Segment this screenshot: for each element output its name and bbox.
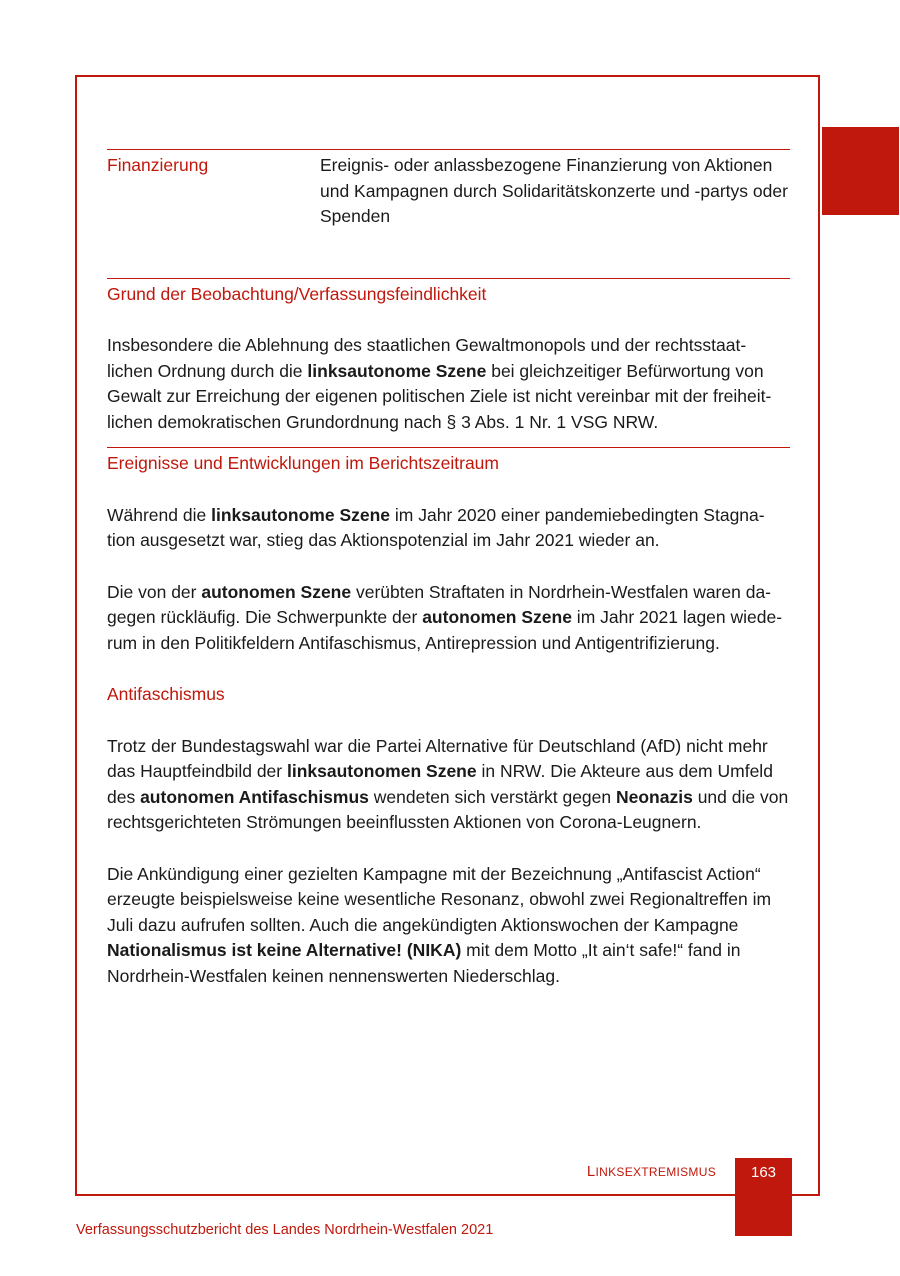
subsection-heading: Antifaschismus: [107, 684, 225, 704]
paragraph: Die Ankündigung einer gezielten Kampagne mit der Bezeichnung „Antifascist Action“ erzeugte beispielsweise keine wesentliche Resonanz, obwohl zwei Regionaltreffen im Juli dazu aufrufen sollten. Auch die angekündigten Aktionswochen der Kampagne Nationalismus ist keine Alternative! (NIKA) mit dem Motto „It ain‘t safe!“ fand in Nordrhein-Westfalen keinen nennenswerten Niederschlag.: [107, 863, 772, 986]
chapter-tab-marker: [822, 127, 899, 215]
page-content: [107, 149, 790, 989]
paragraph: Während die linksautonome Szene im Jahr 2020 einer pandemiebedingten Stagna-tion ausgesetzt war, stieg das Aktionspotenzial im Jahr 2021 wieder an.: [107, 504, 765, 550]
paragraph: Insbesondere die Ablehnung des staatlichen Gewaltmonopols und der rechtsstaat-lichen Ordnung durch die linksautonome Szene bei gleichzeitiger Befürwortung von Gewalt zur Erreichung der eigenen politischen Ziele ist nicht vereinbar mit der freiheit-lichen demokratischen Grundordnung nach § 3 Abs. 1 Nr. 1 VSG NRW.: [107, 335, 772, 432]
paragraph: Trotz der Bundestagswahl war die Partei Alternative für Deutschland (AfD) nicht mehr das Hauptfeindbild der linksautonomen Szene in NRW. Die Akteure aus dem Umfeld des autonomen Antifaschismus wendeten sich verstärkt gegen Neonazis und die von rechtsgerichteten Strömungen beeinflussten Aktionen von Corona-Leugnern.: [107, 735, 789, 832]
chapter-label: LINKSEXTREMISMUS: [586, 1163, 716, 1180]
report-title: Verfassungsschutzbericht des Landes Nordrhein-Westfalen 2021: [76, 1222, 494, 1238]
paragraph: Die von der autonomen Szene verübten Straftaten in Nordrhein-Westfalen waren da-gegen rückläufig. Die Schwerpunkte der autonomen Szene im Jahr 2021 lagen wiede-rum in den Politikfeldern Antifaschismus, Antirepression und Antigentrifizierung.: [107, 581, 783, 653]
page-number: 163: [750, 1164, 777, 1181]
section-heading: Ereignisse und Entwicklungen im Berichtszeitraum: [107, 453, 499, 473]
info-row-financing: [107, 150, 790, 230]
info-key: Finanzierung: [107, 155, 209, 175]
page-number-box: [735, 1158, 792, 1236]
section-heading: Grund der Beobachtung/Verfassungsfeindlichkeit: [107, 283, 487, 304]
info-value: Ereignis- oder anlassbezogene Finanzierung von Aktionen und Kampagnen durch Solidaritätskonzerte und -partys oder Spenden: [320, 155, 788, 226]
